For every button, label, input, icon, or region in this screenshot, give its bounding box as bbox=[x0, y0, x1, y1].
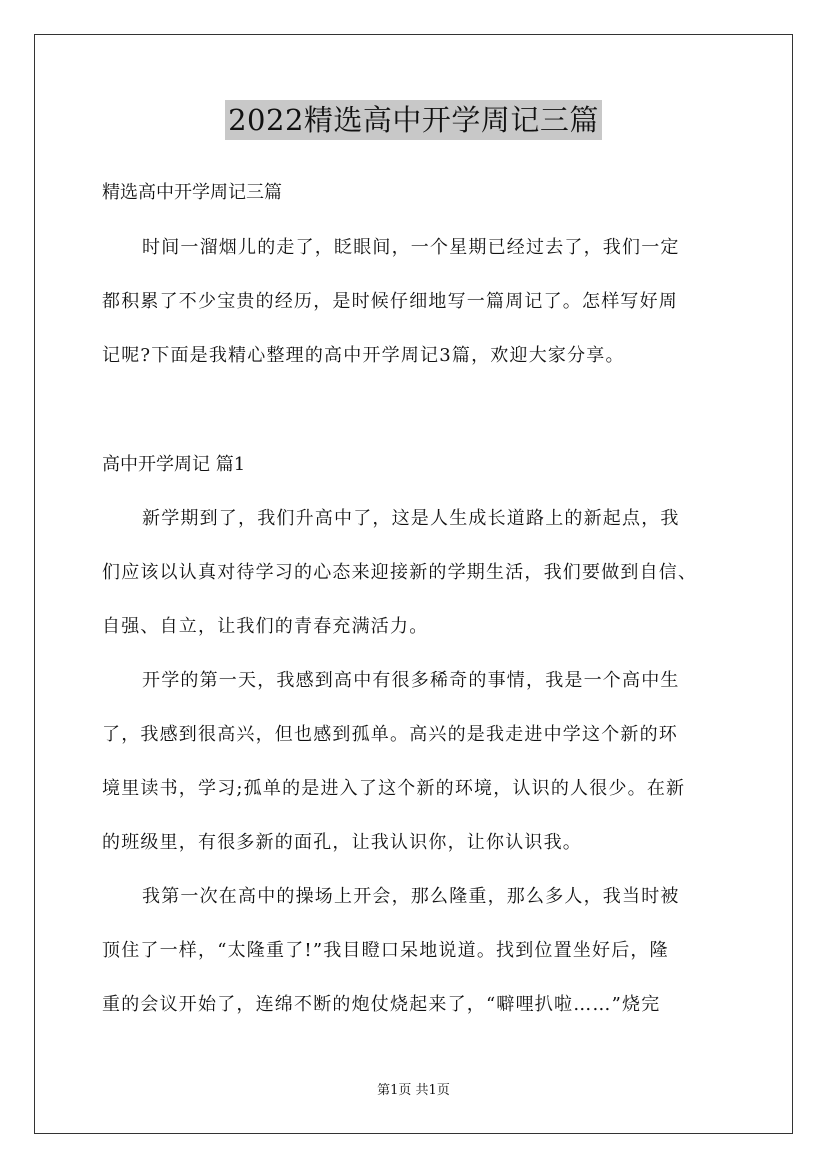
paragraph-line: 顶住了一样，“太隆重了!”我目瞪口呆地说道。找到位置坐好后，隆 bbox=[102, 940, 669, 961]
document-title: 2022精选高中开学周记三篇 bbox=[225, 100, 602, 140]
paragraph-line: 新学期到了，我们升高中了，这是人生成长道路上的新起点，我 bbox=[142, 508, 680, 529]
paragraph-line: 重的会议开始了，连绵不断的炮仗烧起来了，“噼哩扒啦……”烧完 bbox=[102, 994, 661, 1015]
paragraph-line: 记呢?下面是我精心整理的高中开学周记3篇，欢迎大家分享。 bbox=[102, 345, 625, 366]
section-heading: 高中开学周记 篇1 bbox=[102, 454, 246, 475]
paragraph-line: 境里读书，学习;孤单的是进入了这个新的环境，认识的人很少。在新 bbox=[102, 778, 686, 799]
document-subtitle: 精选高中开学周记三篇 bbox=[102, 182, 282, 203]
paragraph-line: 都积累了不少宝贵的经历，是时候仔细地写一篇周记了。怎样写好周 bbox=[102, 291, 678, 312]
paragraph-line: 了，我感到很高兴，但也感到孤单。高兴的是我走进中学这个新的环 bbox=[102, 724, 678, 745]
paragraph-line: 的班级里，有很多新的面孔，让我认识你，让你认识我。 bbox=[102, 832, 582, 853]
paragraph-line: 们应该以认真对待学习的心态来迎接新的学期生活，我们要做到自信、 bbox=[102, 562, 698, 583]
paragraph-line: 开学的第一天，我感到高中有很多稀奇的事情，我是一个高中生 bbox=[142, 670, 680, 691]
paragraph-line: 自强、自立，让我们的青春充满活力。 bbox=[102, 616, 429, 637]
title-container bbox=[0, 100, 827, 140]
page-footer: 第1页 共1页 bbox=[377, 1083, 450, 1098]
paragraph-line: 时间一溜烟儿的走了，眨眼间，一个星期已经过去了，我们一定 bbox=[142, 237, 680, 258]
paragraph-line: 我第一次在高中的操场上开会，那么隆重，那么多人，我当时被 bbox=[142, 886, 680, 907]
